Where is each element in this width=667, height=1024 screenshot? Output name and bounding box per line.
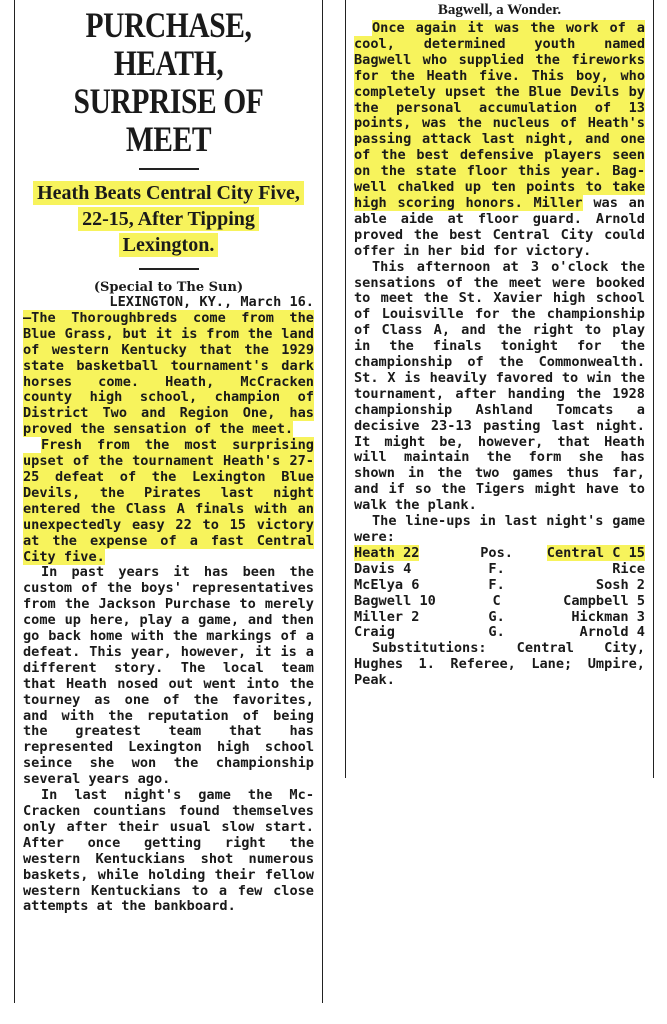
paragraph: The line-ups in last night's game were: xyxy=(354,513,645,545)
paragraph: Fresh from the most surprising upset of the tournament Heath's 27-25 defeat of the Lexington Blue Devils, the Pirates last night entered the Class A finals with an unexpectedly easy 22 to 15 victory at the expense of a fast Central City five. xyxy=(23,437,314,565)
lineup-row: McElya 6 F. Sosh 2 xyxy=(354,576,645,593)
lineup-row: Davis 4 F. Rice xyxy=(354,560,645,577)
deck-line-3: Lexington. xyxy=(119,233,219,257)
headline xyxy=(44,6,292,158)
paragraph: Once again it was the work of a cool, determined youth named Bagwell who supplied the fireworks for the Heath five. This boy, who completely upset the Blue Devils by the personal accumulation of 13 points, was the nucleus of Heath's passing attack last night, and one of the best defensive players seen on the state floor this year. Bagwell chalked up ten points to take high scoring honors. Miller was an able aide at floor guard. Arnold proved the best Central City could offer in her bid for victory. xyxy=(354,20,645,259)
headline-line-2: SURPRISE OF MEET xyxy=(73,81,264,159)
left-column xyxy=(14,0,323,1003)
right-column xyxy=(345,0,654,778)
right-body-text xyxy=(354,21,645,689)
section-subhead: Bagwell, a Wonder. xyxy=(437,2,562,18)
paragraph: Substitutions: Central City, Hughes 1. Referee, Lane; Umpire, Peak. xyxy=(354,640,645,689)
dateline: LEXINGTON, KY., March 16. xyxy=(109,294,314,310)
paragraph: In past years it has been the custom of the boys' representatives from the Jackson Purchase to merely come up here, play a game, and then go back home with the markings of a defeat. This year, however, it is a different story. The local team that Heath nosed out went into the tourney as one of the favorites, and with the reputation of being the greatest team that has represented Lexington high school seince she won the championship several years ago. xyxy=(23,564,314,788)
lineup-table xyxy=(354,546,645,641)
deck-line-2: 22-15, After Tipping xyxy=(78,207,259,231)
lineup-header-row: Heath 22 Pos. Central C 15 xyxy=(354,544,645,561)
lineup-row: Craig G. Arnold 4 xyxy=(354,624,645,641)
paragraph: —The Thoroughbreds come from the Blue Grass, but it is from the land of western Kentucky that the 1929 state basketball tournament's dark horses come. Heath, McCracken county high school, champion of District Two and Region One, has proved the sensation of the meet. xyxy=(23,309,314,438)
lineup-row: Miller 2 G. Hickman 3 xyxy=(354,608,645,625)
paragraph: This afternoon at 3 o'clock the sensations of the meet were booked to meet the St. Xavier high school of Louisville for the championship of Class A, and the right to play in the finals tonight for the championship of the Commonwealth. St. X is heavily favored to win the tournament, after handing the 1928 championship Ashland Tomcats a decisive 23-13 pasting last night. It might be, however, that Heath will maintain the form she has shown in the two games thus far, and if so the Tigers might have to walk the plank. xyxy=(354,258,645,514)
divider-rule xyxy=(139,168,199,170)
deck-line-1: Heath Beats Central City Five, xyxy=(33,181,304,205)
credit-line: (Special to The Sun) xyxy=(93,280,244,295)
paragraph: In last night's game the McCracken countians found themselves only after their usual slow start. After once getting right the western Kentuckians shot numerous baskets, while holding their fellow western Kentuckians to a few close attempts at the bankboard. xyxy=(23,787,314,915)
divider-rule xyxy=(139,268,199,270)
subheadline-deck xyxy=(21,180,316,258)
left-body-text xyxy=(23,295,314,915)
lineup-row: Bagwell 10 C Campbell 5 xyxy=(354,592,645,609)
headline-line-1: PURCHASE, HEATH, xyxy=(85,5,252,83)
